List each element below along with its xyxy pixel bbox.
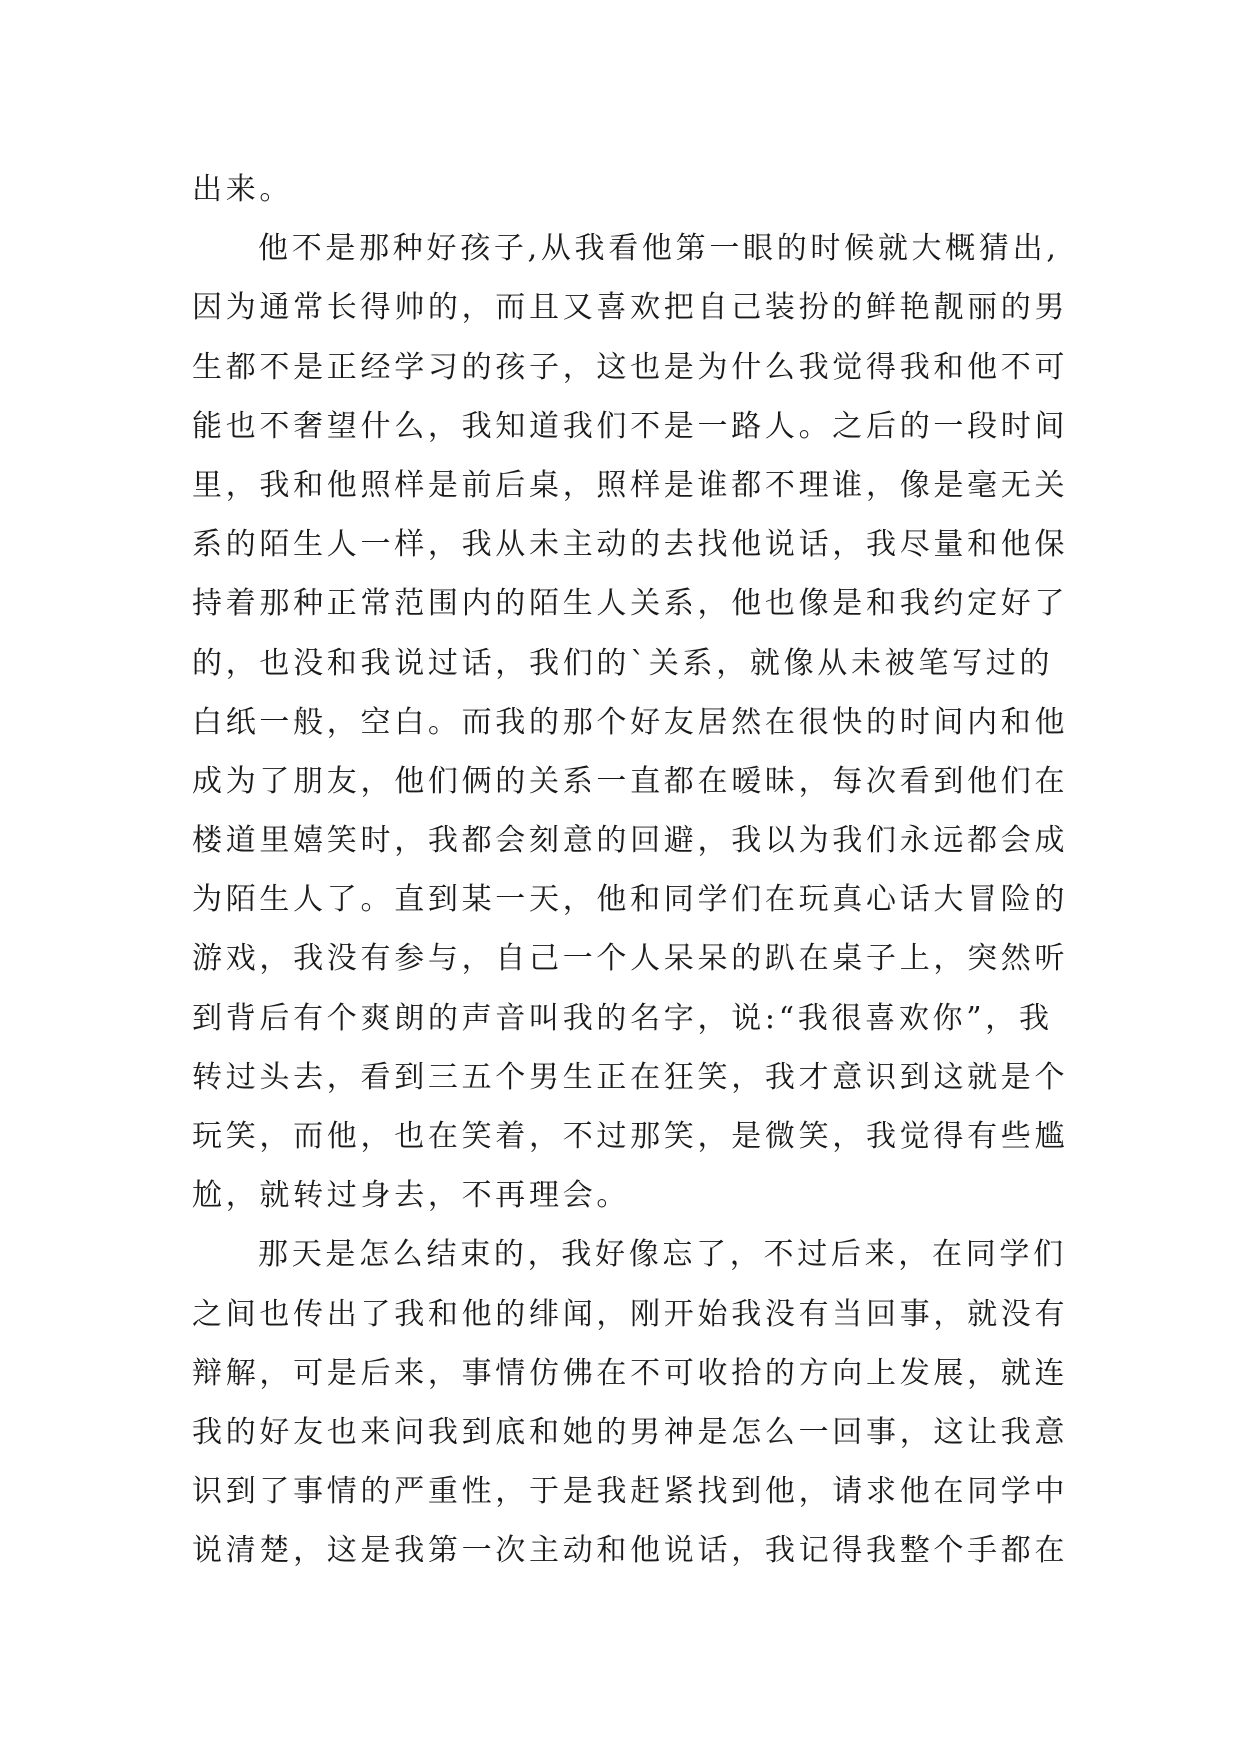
text-line: 辩解，可是后来，事情仿佛在不可收拾的方向上发展，就连 — [192, 1355, 1069, 1391]
text-line: 玩笑，而他，也在笑着，不过那笑，是微笑，我觉得有些尴 — [192, 1119, 1069, 1154]
paragraph-3 — [192, 1225, 1092, 1580]
text-line: 系的陌生人一样，我从未主动的去找他说话，我尽量和他保 — [192, 527, 1069, 563]
text-line: 成为了朋友，他们俩的关系一直都在暧昧，每次看到他们在 — [192, 763, 1069, 799]
text-line: 楼道里嬉笑时，我都会刻意的回避，我以为我们永远都会成 — [192, 823, 1069, 859]
text-line: 持着那种正常范围内的陌生人关系，他也像是和我约定好了 — [192, 586, 1069, 622]
text-line: 到背后有个爽朗的声音叫我的名字，说:“我很喜欢你”，我 — [192, 1000, 1053, 1036]
text-line: 为陌生人了。直到某一天，他和同学们在玩真心话大冒险的 — [192, 882, 1069, 918]
text-line: 出来。 — [192, 172, 294, 207]
text-line: 的，也没和我说过话，我们的`关系，就像从未被笔写过的 — [192, 645, 1054, 681]
text-line: 转过头去，看到三五个男生正在狂笑，我才意识到这就是个 — [192, 1059, 1069, 1095]
text-line: 之间也传出了我和他的绯闻，刚开始我没有当回事，就没有 — [192, 1296, 1069, 1332]
text-line: 尬，就转过身去，不再理会。 — [192, 1178, 631, 1214]
body-text — [192, 160, 1092, 1581]
paragraph-2 — [192, 219, 1092, 1225]
text-line: 那天是怎么结束的，我好像忘了，不过后来，在同学们 — [258, 1237, 1067, 1273]
text-line: 我的好友也来问我到底和她的男神是怎么一回事，这让我意 — [192, 1414, 1069, 1450]
text-line: 说清楚，这是我第一次主动和他说话，我记得我整个手都在 — [192, 1533, 1069, 1569]
text-line: 能也不奢望什么，我知道我们不是一路人。之后的一段时间 — [192, 408, 1069, 444]
text-line: 白纸一般，空白。而我的那个好友居然在很快的时间内和他 — [192, 704, 1069, 740]
text-line: 生都不是正经学习的孩子，这也是为什么我觉得我和他不可 — [192, 349, 1069, 385]
paragraph-1 — [192, 160, 1092, 219]
text-line: 因为通常长得帅的，而且又喜欢把自己装扮的鲜艳靓丽的男 — [192, 290, 1069, 326]
text-line: 他不是那种好孩子,从我看他第一眼的时候就大概猜出, — [258, 231, 1060, 267]
text-line: 里，我和他照样是前后桌，照样是谁都不理谁，像是毫无关 — [192, 467, 1069, 503]
text-line: 游戏，我没有参与，自己一个人呆呆的趴在桌子上，突然听 — [192, 941, 1069, 977]
text-line: 识到了事情的严重性，于是我赶紧找到他，请求他在同学中 — [192, 1474, 1069, 1510]
